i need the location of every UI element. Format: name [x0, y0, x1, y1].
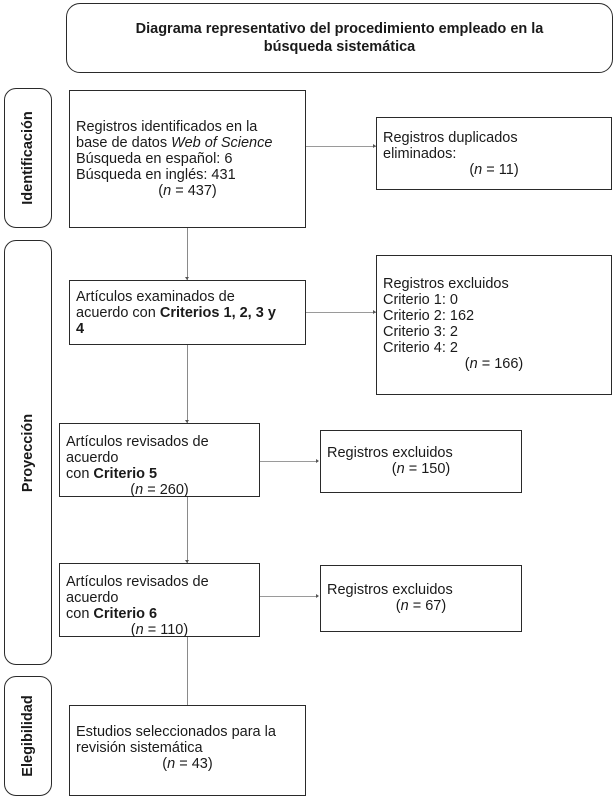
- box-revisados-criterio-5: [59, 423, 260, 497]
- phase-proyeccion: [4, 240, 52, 665]
- criterio-line: Criterio 4: 2: [383, 340, 458, 356]
- box-revisados-criterio-6: [59, 563, 260, 637]
- connector-line: [187, 637, 188, 705]
- box-line: Artículos revisados de acuerdo: [66, 434, 209, 466]
- box-line: Registros identificados en la: [76, 119, 258, 135]
- phase-identificacion: [4, 88, 52, 228]
- connector-line: [306, 312, 376, 313]
- diagram-title: Diagrama representativo del procedimiento empleado en la búsqueda sistemática: [135, 21, 544, 55]
- box-line: acuerdo con Criterios 1, 2, 3 y: [76, 305, 276, 321]
- box-line: Registros excluidos: [327, 445, 453, 461]
- arrowhead-icon: [316, 594, 319, 598]
- box-line: Artículos examinados de: [76, 289, 235, 305]
- criterio-line: Criterio 2: 162: [383, 308, 475, 324]
- box-line: con Criterio 5: [66, 466, 158, 482]
- connector-line: [187, 228, 188, 280]
- box-line: con Criterio 6: [66, 606, 158, 622]
- box-line: 4: [76, 321, 85, 337]
- n-count: (n = 166): [464, 356, 524, 372]
- box-excluidos-criterio-6: [320, 565, 522, 632]
- box-line: Búsqueda en inglés: 431: [76, 167, 236, 183]
- n-count: (n = 43): [162, 756, 213, 772]
- phase-label: Elegibilidad: [20, 695, 36, 777]
- box-line: Registros excluidos: [383, 276, 509, 292]
- connector-line: [260, 596, 318, 597]
- connector-line: [260, 461, 318, 462]
- connector-line: [187, 345, 188, 423]
- box-line: Registros excluidos: [327, 582, 453, 598]
- n-count: (n = 437): [158, 183, 217, 199]
- box-line: base de datos Web of Science: [76, 135, 273, 151]
- box-line: Artículos revisados de acuerdo: [66, 574, 209, 606]
- connector-line: [187, 497, 188, 563]
- box-estudios-seleccionados: [69, 705, 306, 796]
- phase-elegibilidad: [4, 676, 52, 796]
- n-count: (n = 110): [130, 622, 189, 638]
- box-duplicados-eliminados: [376, 117, 612, 190]
- box-line: Búsqueda en español: 6: [76, 151, 233, 167]
- arrowhead-icon: [316, 459, 319, 463]
- diagram-title-box: [66, 3, 613, 73]
- criterio-line: Criterio 3: 2: [383, 324, 458, 340]
- box-excluidos-criterios-1-4: [376, 255, 612, 395]
- box-line: eliminados:: [383, 146, 457, 162]
- box-line: Registros duplicados: [383, 130, 518, 146]
- box-line: Estudios seleccionados para la: [76, 724, 276, 740]
- n-count: (n = 11): [469, 162, 519, 178]
- n-count: (n = 260): [130, 482, 189, 498]
- phase-label: Identificación: [20, 111, 36, 205]
- box-line: revisión sistemática: [76, 740, 203, 756]
- criterio-line: Criterio 1: 0: [383, 292, 458, 308]
- n-count: (n = 67): [395, 598, 447, 614]
- phase-label: Proyección: [20, 413, 36, 492]
- n-count: (n = 150): [391, 461, 451, 477]
- box-articulos-examinados: [69, 280, 306, 345]
- box-excluidos-criterio-5: [320, 430, 522, 493]
- box-registros-identificados: [69, 90, 306, 228]
